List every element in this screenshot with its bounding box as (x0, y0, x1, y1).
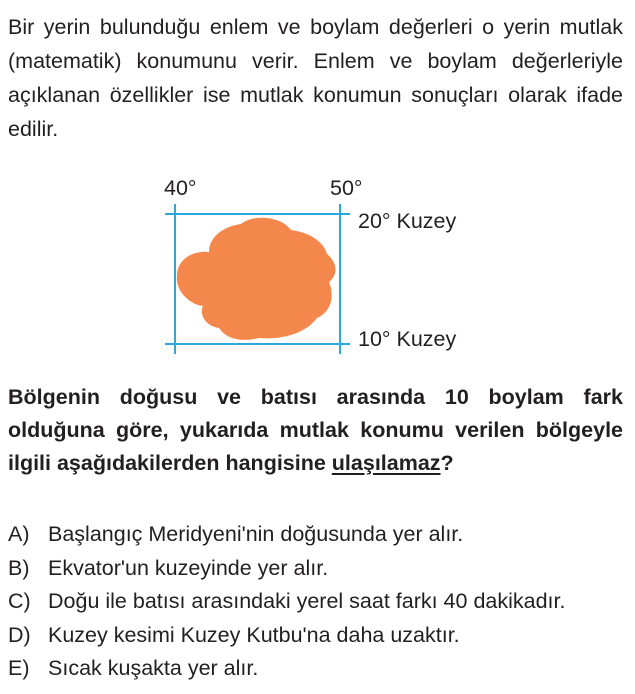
option-d[interactable] (8, 619, 565, 653)
question-mark: ? (440, 451, 454, 475)
intro-paragraph: Bir yerin bulunduğu enlem ve boylam değerleri o yerin mutlak (matematik) konumunu verir. Enlem ve boylam değerleriyle açıklanan özellikler ise mutlak konumun sonuçları olarak ifade edilir. (8, 15, 623, 141)
answer-options (8, 518, 565, 686)
location-figure (155, 172, 485, 362)
latitude-label-10-north: 10° Kuzey (358, 327, 457, 351)
option-a[interactable] (8, 518, 565, 552)
option-text: Sıcak kuşakta yer alır. (48, 656, 259, 680)
option-letter: D) (8, 622, 31, 647)
option-letter: B) (8, 555, 30, 580)
region-shape (177, 218, 336, 340)
option-text: Doğu ile batısı arasındaki yerel saat farkı 40 dakikadır. (48, 589, 566, 613)
option-text: Başlangıç Meridyeni'nin doğusunda yer alır. (48, 522, 464, 546)
question-stem (8, 381, 623, 480)
option-e[interactable] (8, 652, 565, 686)
latitude-label-20-north: 20° Kuzey (358, 209, 457, 233)
option-c[interactable] (8, 585, 565, 619)
option-text: Ekvator'un kuzeyinde yer alır. (48, 555, 329, 580)
longitude-label-50: 50° (330, 176, 363, 200)
question-emphasis: ulaşılamaz (331, 451, 441, 475)
option-letter: A) (8, 522, 30, 546)
option-letter: E) (8, 656, 30, 680)
question-text: Bölgenin doğusu ve batısı arasında 10 boylam fark olduğuna göre, yukarıda mutlak konumu verilen bölgeyle ilgili aşağıdakilerden hangisine (8, 385, 623, 475)
option-letter: C) (8, 589, 31, 613)
option-b[interactable] (8, 552, 565, 586)
longitude-label-40: 40° (164, 176, 197, 200)
option-text: Kuzey kesimi Kuzey Kutbu'na daha uzaktır. (48, 622, 460, 647)
